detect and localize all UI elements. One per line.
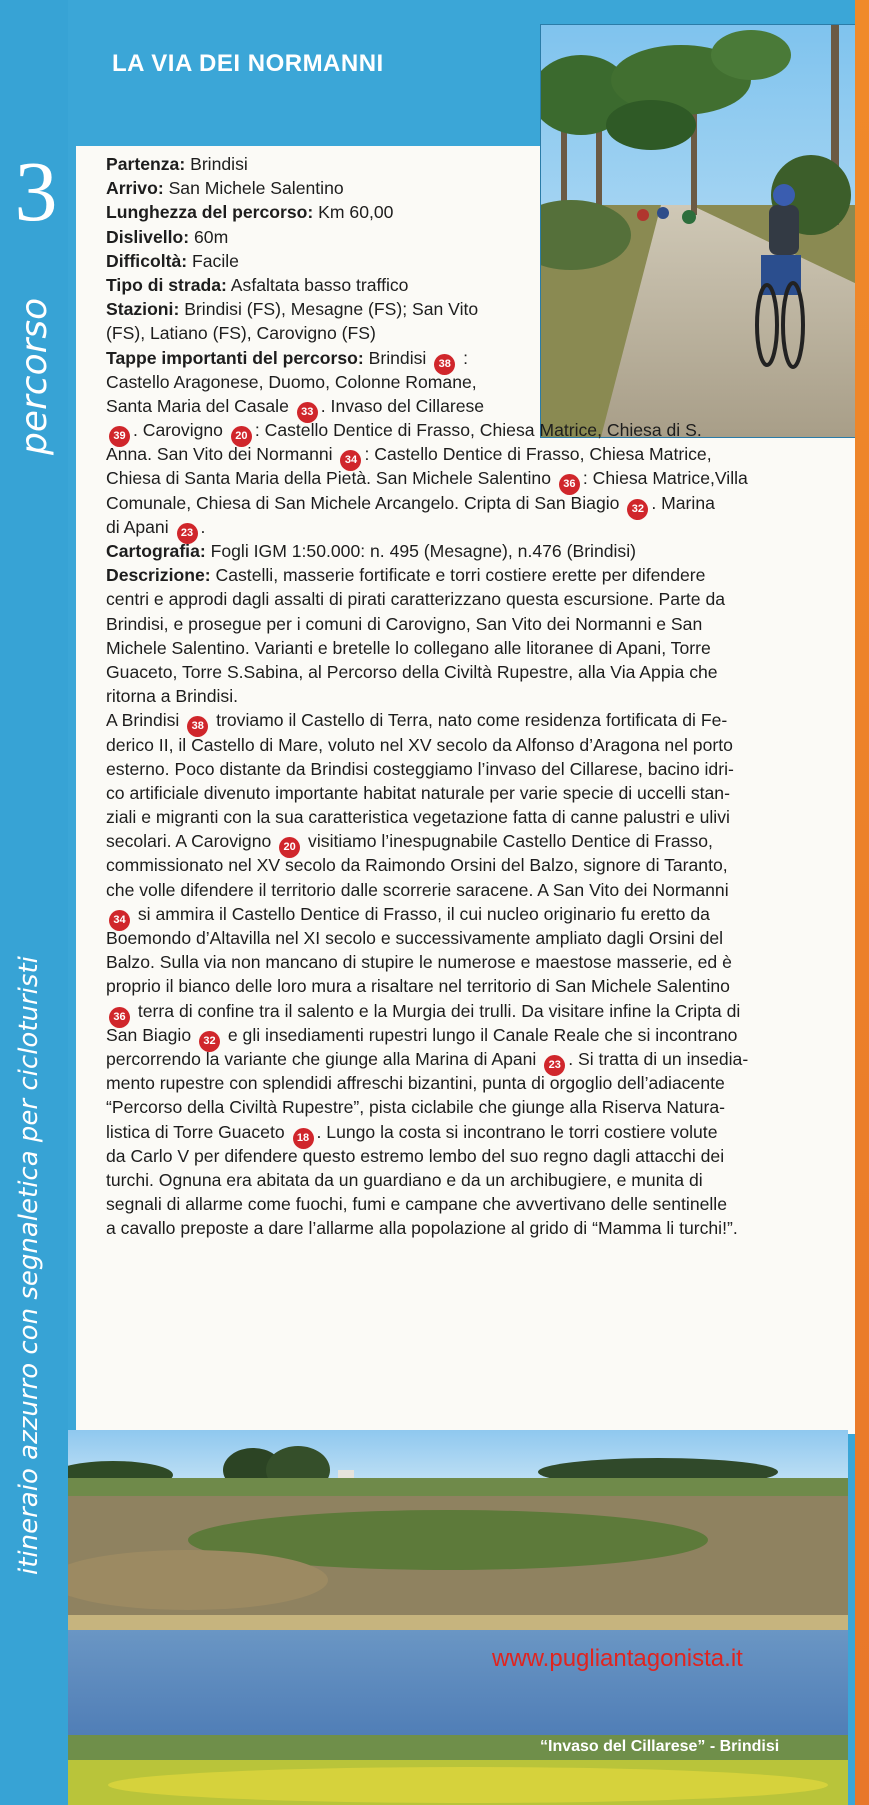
text-run: . Carovigno — [133, 420, 228, 441]
text-run: mento rupestre con splendidi affreschi bizantini, punta di orgoglio dell’adiacente — [106, 1073, 725, 1094]
text-line — [106, 176, 536, 200]
stop-badge: 36 — [559, 474, 580, 495]
text-line — [106, 1095, 858, 1119]
text-run: ziali e migranti con la sua caratteristica vegetazione fatta di canne palustri e ulivi — [106, 807, 730, 828]
text-line — [106, 950, 858, 974]
text-run: . Marina — [651, 492, 715, 513]
text-line — [106, 1168, 858, 1192]
text-run: centri e approdi dagli assalti di pirati caratterizzano questa escursione. Parte da — [106, 589, 726, 610]
stop-badge: 38 — [187, 716, 208, 737]
text-line — [106, 1071, 858, 1095]
text-run: Comunale, Chiesa di San Michele Arcangelo. Cripta di San Biagio — [106, 492, 625, 513]
text-run: Balzo. Sulla via non mancano di stupire le numerose e maestose masserie, ed è — [106, 952, 732, 973]
text-run: A Brindisi — [106, 710, 185, 731]
text-run: . Si tratta di un insedia- — [568, 1048, 749, 1069]
text-line — [106, 708, 858, 732]
stop-badge: 20 — [231, 426, 252, 447]
text-line — [106, 781, 858, 805]
field-label: Lunghezza del percorso: — [106, 202, 314, 223]
text-line — [106, 1120, 858, 1144]
text-run: . Lungo la costa si incontrano le torri costiere volute — [316, 1121, 718, 1142]
text-run: visitiamo l’inespugnabile Castello Dentice di Frasso, — [303, 831, 713, 852]
text-line — [106, 200, 536, 224]
text-line — [106, 1216, 858, 1240]
text-line — [106, 902, 858, 926]
text-line — [106, 297, 536, 321]
stop-badge: 36 — [109, 1007, 130, 1028]
text-run: terra di confine tra il salento e la Murgia dei trulli. Da visitare infine la Cripta di — [133, 1000, 741, 1021]
text-run: che volle difendere il territorio dalle scorrerie saracene. A San Vito dei Normanni — [106, 879, 729, 900]
stop-badge: 32 — [199, 1031, 220, 1052]
field-label: Cartografia: — [106, 541, 206, 561]
route-description — [106, 152, 858, 1240]
field-label: Descrizione: — [106, 565, 211, 586]
text-run: “Percorso della Civiltà Rupestre”, pista ciclabile che giunge alla Riserva Natura- — [106, 1097, 725, 1118]
text-run: secolari. A Carovigno — [106, 831, 277, 852]
text-line — [106, 636, 858, 660]
text-line — [106, 273, 536, 297]
text-run: turchi. Ognuna era abitata da un guardiano e da un archibugiere, e munita di — [106, 1169, 703, 1190]
text-run: co artificiale divenuto importante habitat naturale per varie specie di uccelli stan- — [106, 782, 730, 803]
text-line — [106, 612, 858, 636]
text-run: (FS), Latiano (FS), Carovigno (FS) — [106, 323, 376, 344]
text-line — [106, 152, 536, 176]
text-line — [106, 321, 536, 345]
text-line — [106, 563, 858, 587]
photo-caption: “Invaso del Cillarese” - Brindisi — [540, 1738, 780, 1755]
text-line — [106, 878, 858, 902]
text-run: Castello Aragonese, Duomo, Colonne Romane, — [106, 371, 477, 392]
text-line — [106, 805, 858, 829]
text-line — [106, 757, 858, 781]
text-run: San Michele Salentino — [163, 178, 344, 199]
text-run: Boemondo d’Altavilla nel XI secolo e successivamente ampliato dagli Orsini del — [106, 928, 724, 948]
text-run: : — [458, 347, 468, 368]
route-word: percorso — [14, 297, 55, 455]
text-line — [106, 660, 858, 684]
text-run: segnali di allarme come fuochi, fumi e campane che avvertivano delle sentinelle — [106, 1194, 728, 1215]
stop-badge: 20 — [279, 837, 300, 858]
text-run: Guaceto, Torre S.Sabina, al Percorso della Civiltà Rupestre, alla Via Appia che — [106, 661, 718, 682]
text-run: Brindisi (FS), Mesagne (FS); San Vito — [179, 299, 479, 320]
text-run: di Apani — [106, 516, 174, 537]
text-run: Brindisi — [363, 347, 432, 368]
text-line — [106, 587, 858, 611]
text-line — [106, 491, 858, 515]
text-line — [106, 394, 536, 418]
text-run: Michele Salentino. Varianti e bretelle lo collegano alle litoranee di Apani, Torre — [106, 637, 711, 658]
text-line — [106, 442, 858, 466]
field-label: Stazioni: — [106, 299, 180, 320]
text-run: e gli insediamenti rupestri lungo il Canale Reale che si incontrano — [223, 1024, 738, 1045]
text-run: : Chiesa Matrice,Villa — [582, 468, 748, 489]
orange-edge — [855, 0, 869, 1805]
text-run: derico II, il Castello di Mare, voluto nel XV secolo da Alfonso d’Aragona nel porto — [106, 734, 733, 755]
field-label: Partenza: — [106, 154, 186, 174]
text-run: Fogli IGM 1:50.000: n. 495 (Mesagne), n.476 (Brindisi) — [205, 541, 637, 561]
text-run: Asfaltata basso traffico — [226, 274, 409, 295]
text-line — [106, 926, 858, 950]
text-run: : Castello Dentice di Frasso, Chiesa Matrice, — [364, 444, 712, 465]
page-title: LA VIA DEI NORMANNI — [112, 50, 384, 77]
text-run: si ammira il Castello Dentice di Frasso, il cui nucleo originario fu eretto da — [133, 903, 710, 924]
text-run: da Carlo V per difendere questo estremo lembo del suo regno dagli attacchi dei — [106, 1145, 725, 1166]
text-line — [106, 370, 536, 394]
stop-badge: 18 — [293, 1128, 314, 1149]
text-run: : Castello Dentice di Frasso, Chiesa Matrice, Chiesa di S. — [254, 420, 702, 441]
stop-badge: 23 — [177, 523, 198, 544]
text-run: esterno. Poco distante da Brindisi costeggiamo l’invaso del Cillarese, bacino idri- — [106, 758, 734, 779]
text-run: troviamo il Castello di Terra, nato come residenza fortificata di Fe- — [211, 710, 728, 731]
text-run: commissionato nel XV secolo da Raimondo Orsini del Balzo, signore di Taranto, — [106, 855, 728, 876]
text-line — [106, 466, 858, 490]
text-line — [106, 515, 858, 539]
stop-badge: 34 — [340, 450, 361, 471]
route-subtitle: itineraio azzurro con segnaletica per cicloturisti — [14, 956, 44, 1575]
text-line — [106, 853, 858, 877]
stop-badge: 34 — [109, 910, 130, 931]
text-run: Chiesa di Santa Maria della Pietà. San Michele Salentino — [106, 468, 556, 489]
text-run: . — [200, 516, 206, 537]
text-run: 60m — [189, 226, 229, 247]
website-url: www.pugliantagonista.it — [492, 1645, 743, 1672]
stop-badge: 23 — [544, 1055, 565, 1076]
text-line — [106, 418, 858, 442]
text-line — [106, 684, 858, 708]
text-run: Facile — [187, 250, 239, 271]
text-line — [106, 1023, 858, 1047]
field-label: Difficoltà: — [106, 250, 188, 271]
text-run: ritorna a Brindisi. — [106, 686, 239, 707]
text-run: listica di Torre Guaceto — [106, 1121, 290, 1142]
text-run: San Biagio — [106, 1024, 196, 1045]
text-line — [106, 1144, 858, 1168]
text-run: a cavallo preposte a dare l’allarme alla popolazione al grido di “Mamma li turchi!”. — [106, 1218, 738, 1239]
text-line — [106, 733, 858, 757]
text-line — [106, 249, 536, 273]
text-line — [106, 829, 858, 853]
text-run: . Invaso del Cillarese — [320, 395, 485, 416]
text-run: Santa Maria del Casale — [106, 395, 294, 416]
field-label: Tappe importanti del percorso: — [106, 347, 364, 368]
text-run: Castelli, masserie fortificate e torri costiere erette per difendere — [210, 565, 706, 586]
text-line — [106, 346, 536, 370]
stop-badge: 32 — [627, 499, 648, 520]
stop-badge: 39 — [109, 426, 130, 447]
text-run: Brindisi, e prosegue per i comuni di Carovigno, San Vito dei Normanni e San — [106, 613, 703, 634]
route-number: 3 — [14, 143, 58, 239]
text-run: percorrendo la variante che giunge alla Marina di Apani — [106, 1048, 542, 1069]
text-line — [106, 1192, 858, 1216]
stop-badge: 38 — [434, 354, 455, 375]
field-label: Arrivo: — [106, 178, 164, 199]
text-line — [106, 974, 858, 998]
stop-badge: 33 — [297, 402, 318, 423]
text-line — [106, 1047, 858, 1071]
text-line — [106, 539, 858, 563]
text-run: Km 60,00 — [313, 202, 394, 223]
field-label: Dislivello: — [106, 226, 190, 247]
text-line — [106, 225, 536, 249]
text-line — [106, 999, 858, 1023]
text-run: Anna. San Vito dei Normanni — [106, 444, 338, 465]
text-run: Brindisi — [185, 154, 248, 174]
field-label: Tipo di strada: — [106, 274, 227, 295]
text-run: proprio il bianco delle loro mura a risaltare nel territorio di San Michele Salentino — [106, 976, 730, 997]
